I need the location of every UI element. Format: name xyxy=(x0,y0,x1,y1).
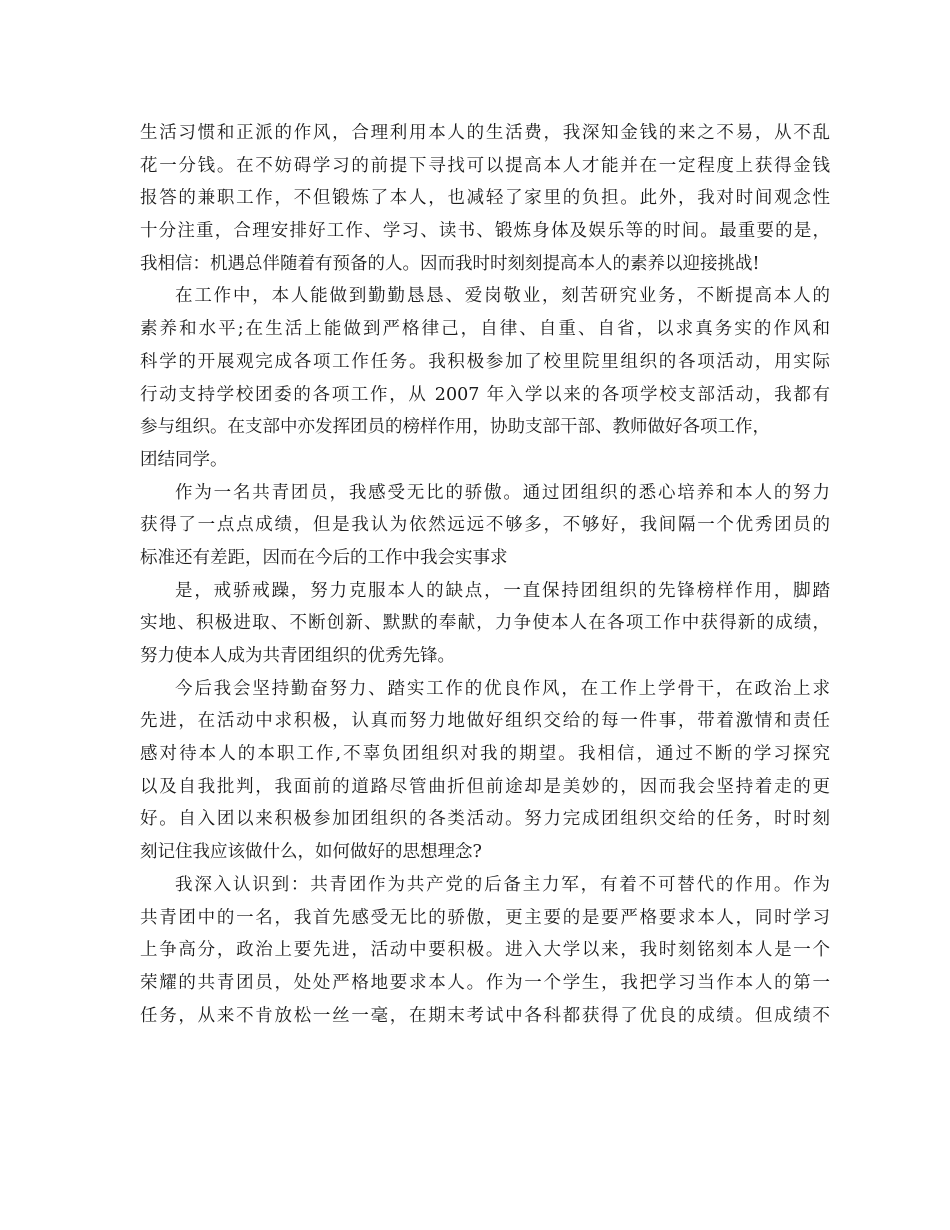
text-line: 报答的兼职工作，不但锻炼了本人，也减轻了家里的负担。此外，我对时间观念性 xyxy=(140,188,830,209)
text-line: 任务，从来不肯放松一丝一毫，在期末考试中各科都获得了优良的成绩。但成绩不 xyxy=(140,1005,830,1026)
text-line: 好。自入团以来积极参加团组织的各类活动。努力完成团组织交给的任务，时时刻 xyxy=(140,809,830,830)
text-line: 生活习惯和正派的作风，合理利用本人的生活费，我深知金钱的来之不易，从不乱 xyxy=(140,123,830,143)
text-line: 科学的开展观完成各项工作任务。我积极参加了校里院里组织的各项活动，用实际 xyxy=(140,351,830,372)
text-line: 共青团中的一名，我首先感受无比的骄傲，更主要的是要严格要求本人，同时学习 xyxy=(140,907,830,928)
text-line: 十分注重，合理安排好工作、学习、读书、锻炼身体及娱乐等的时间。最重要的是， xyxy=(140,221,830,242)
paragraph-first-line: 在工作中，本人能做到勤勤恳恳、爱岗敬业，刻苦研究业务，不断提高本人的 xyxy=(175,286,830,307)
document-body-text xyxy=(140,117,830,1032)
text-line: 刻记住我应该做什么，如何做好的思想理念? xyxy=(140,842,482,863)
text-line: 素养和水平;在生活上能做到严格律己，自律、自重、自省，以求真务实的作风和 xyxy=(140,319,830,340)
text-line: 先进，在活动中求积极，认真而努力地做好组织交给的每一件事，带着激情和责任 xyxy=(140,711,830,732)
paragraph-first-line: 是，戒骄戒躁，努力克服本人的缺点，一直保持团组织的先锋榜样作用，脚踏 xyxy=(175,580,830,601)
paragraph-first-line: 今后我会坚持勤奋努力、踏实工作的优良作风，在工作上学骨干，在政治上求 xyxy=(175,678,830,699)
text-line: 我相信：机遇总伴随着有预备的人。因而我时时刻刻提高本人的素养以迎接挑战! xyxy=(140,253,760,274)
text-line: 团结同学。 xyxy=(140,449,228,470)
paragraph-first-line: 作为一名共青团员，我感受无比的骄傲。通过团组织的悉心培养和本人的努力 xyxy=(175,482,830,503)
text-line: 标准还有差距，因而在今后的工作中我会实事求 xyxy=(140,547,508,568)
text-line: 参与组织。在支部中亦发挥团员的榜样作用，协助支部干部、教师做好各项工作， xyxy=(140,417,770,438)
text-line: 努力使本人成为共青团组织的优秀先锋。 xyxy=(140,646,455,666)
text-line: 获得了一点点成绩，但是我认为依然远远不够多，不够好，我间隔一个优秀团员的 xyxy=(140,515,830,536)
text-line: 花一分钱。在不妨碍学习的前提下寻找可以提高本人才能并在一定程度上获得金钱 xyxy=(140,155,830,176)
text-line: 以及自我批判，我面前的道路尽管曲折但前途却是美妙的，因而我会坚持着走的更 xyxy=(140,776,830,797)
text-line: 实地、积极进取、不断创新、默默的奉献，力争使本人在各项工作中获得新的成绩， xyxy=(140,613,830,634)
text-line: 行动支持学校团委的各项工作，从 2007 年入学以来的各项学校支部活动，我都有 xyxy=(140,384,830,405)
paragraph-first-line: 我深入认识到：共青团作为共产党的后备主力军，有着不可替代的作用。作为 xyxy=(175,874,830,895)
text-line: 感对待本人的本职工作,不辜负团组织对我的期望。我相信，通过不断的学习探究 xyxy=(140,744,830,765)
text-line: 荣耀的共青团员，处处严格地要求本人。作为一个学生，我把学习当作本人的第一 xyxy=(140,972,830,993)
text-line: 上争高分，政治上要先进，活动中要积极。进入大学以来，我时刻铭刻本人是一个 xyxy=(140,940,830,961)
